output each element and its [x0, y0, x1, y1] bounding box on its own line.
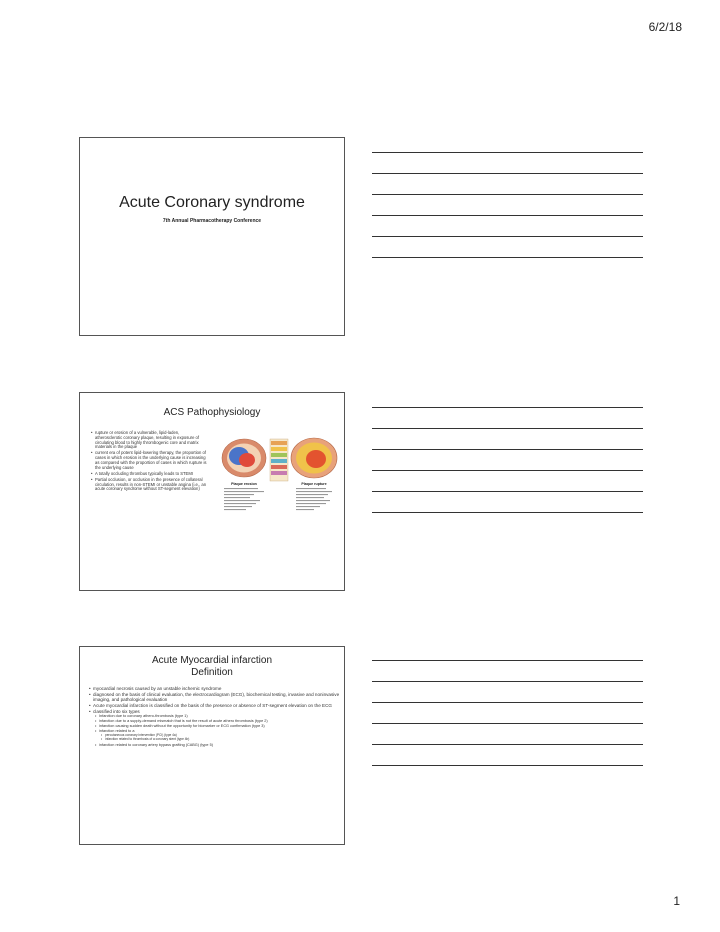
- notes-lines-1: [372, 152, 643, 278]
- figure-caption-right: Plaque rupture: [301, 482, 327, 486]
- note-line: [372, 215, 643, 216]
- slide-title: ACS Pathophysiology: [163, 407, 261, 418]
- notes-lines-3: [372, 660, 643, 786]
- note-line: [372, 257, 643, 258]
- slide-thumbnail-1: [79, 137, 345, 336]
- note-line: [372, 512, 643, 513]
- note-line: [372, 152, 643, 153]
- note-line: [372, 660, 643, 661]
- legend-band-2: [271, 447, 287, 451]
- slide-title-line-1: Acute Myocardial infarction: [151, 655, 273, 666]
- slide-thumbnail-3: [79, 646, 345, 845]
- slide-subtitle: 7th Annual Pharmacotherapy Conference: [162, 218, 262, 224]
- bullet-item: • A totally occluding thrombus typically leads to STEMI: [95, 472, 207, 477]
- plaque-rupture-lumen: [306, 450, 326, 468]
- figure-fine-text-right: [296, 488, 332, 510]
- note-line: [372, 236, 643, 237]
- slide-title: [80, 655, 344, 679]
- notes-lines-2: [372, 407, 643, 533]
- bullet-item: • classified into six types • Infarction due to coronary athero-thrombosis (type 1) • infarction due to a supply-demand mismatch that is not the result of acute athero thrombosis (type 2) • infarction causing sudden death without the opportunity for biomarker or ECG confirmation (type 3) • infarction related to a • percutaneous coronary intervention (PCI) (type 4a) • infarction related to thrombosis of a coronary stent (type 4b) • infarction related to coronary artery bypass grafting (CABG) (type 5): [93, 709, 341, 748]
- bullet-item: • diagnosed on the basis of clinical evaluation, the electrocardiogram (ECG), biochemical testing, invasive and noninvasive imaging, and pathological evaluation: [93, 692, 341, 702]
- legend-band-6: [271, 471, 287, 475]
- legend-band-4: [271, 459, 287, 463]
- legend-band-5: [271, 465, 287, 469]
- plaque-erosion-lumen: [239, 453, 255, 467]
- note-line: [372, 428, 643, 429]
- page-date: 6/2/18: [648, 20, 682, 34]
- figure-fine-text-left: [224, 488, 264, 510]
- note-line: [372, 173, 643, 174]
- note-line: [372, 744, 643, 745]
- note-line: [372, 491, 643, 492]
- sub-sub-bullet-item: • infarction related to thrombosis of a coronary stent (type 4b): [105, 738, 341, 742]
- sub-sub-bullet-item: • percutaneous coronary intervention (PCI) (type 4a): [105, 734, 341, 738]
- bullet-list: [88, 686, 341, 748]
- bullet-item: • myocardial necrosis caused by an unstable ischemic syndrome: [93, 686, 341, 691]
- slide-thumbnail-2: [79, 392, 345, 591]
- note-line: [372, 765, 643, 766]
- sub-bullet-item: • infarction related to a • percutaneous coronary intervention (PCI) (type 4a) • infarction related to thrombosis of a coronary stent (type 4b): [99, 729, 341, 742]
- note-line: [372, 449, 643, 450]
- bullet-item: • current era of potent lipid-lowering therapy, the proportion of cases in which erosion is the underlying cause is increasing as compared with the proportion of cases in which rupture is the underlying cause: [95, 451, 207, 470]
- sub-bullet-item: • infarction related to coronary artery bypass grafting (CABG) (type 5): [99, 743, 341, 747]
- sub-bullet-item: • infarction due to a supply-demand mismatch that is not the result of acute athero thrombosis (type 2): [99, 719, 341, 723]
- note-line: [372, 723, 643, 724]
- bullet-list: [90, 431, 207, 493]
- plaque-figure: [220, 436, 340, 516]
- sub-sub-bullet-list: [99, 734, 341, 742]
- figure-caption-left: Plaque erosion: [231, 482, 257, 486]
- slide-title-line-2: Definition: [191, 667, 233, 678]
- bullet-item: • rupture or erosion of a vulnerable, lipid-laden, atherosclerotic coronary plaque, resulting in exposure of circulating blood to highly thrombogenic core and matrix materials in the plaque: [95, 431, 207, 450]
- slide-title: Acute Coronary syndrome: [119, 194, 305, 211]
- sub-bullet-list: [93, 714, 341, 747]
- legend-band-3: [271, 453, 287, 457]
- bullet-item: • Acute myocardial infarction is classified on the basis of the presence or absence of ST-segment elevation on the ECG: [93, 703, 341, 708]
- note-line: [372, 681, 643, 682]
- sub-bullet-item: • Infarction due to coronary athero-thrombosis (type 1): [99, 714, 341, 718]
- note-line: [372, 702, 643, 703]
- note-line: [372, 470, 643, 471]
- sub-bullet-item: • infarction causing sudden death without the opportunity for biomarker or ECG confirmation (type 3): [99, 724, 341, 728]
- page-number: 1: [673, 894, 680, 908]
- legend-band-1: [271, 441, 287, 445]
- bullet-item: • Partial occlusion, or occlusion in the presence of collateral circulation, results in non-STEMI or unstable angina (i.e., an acute coronary syndrome without ST-segment elevation): [95, 478, 207, 492]
- note-line: [372, 407, 643, 408]
- note-line: [372, 194, 643, 195]
